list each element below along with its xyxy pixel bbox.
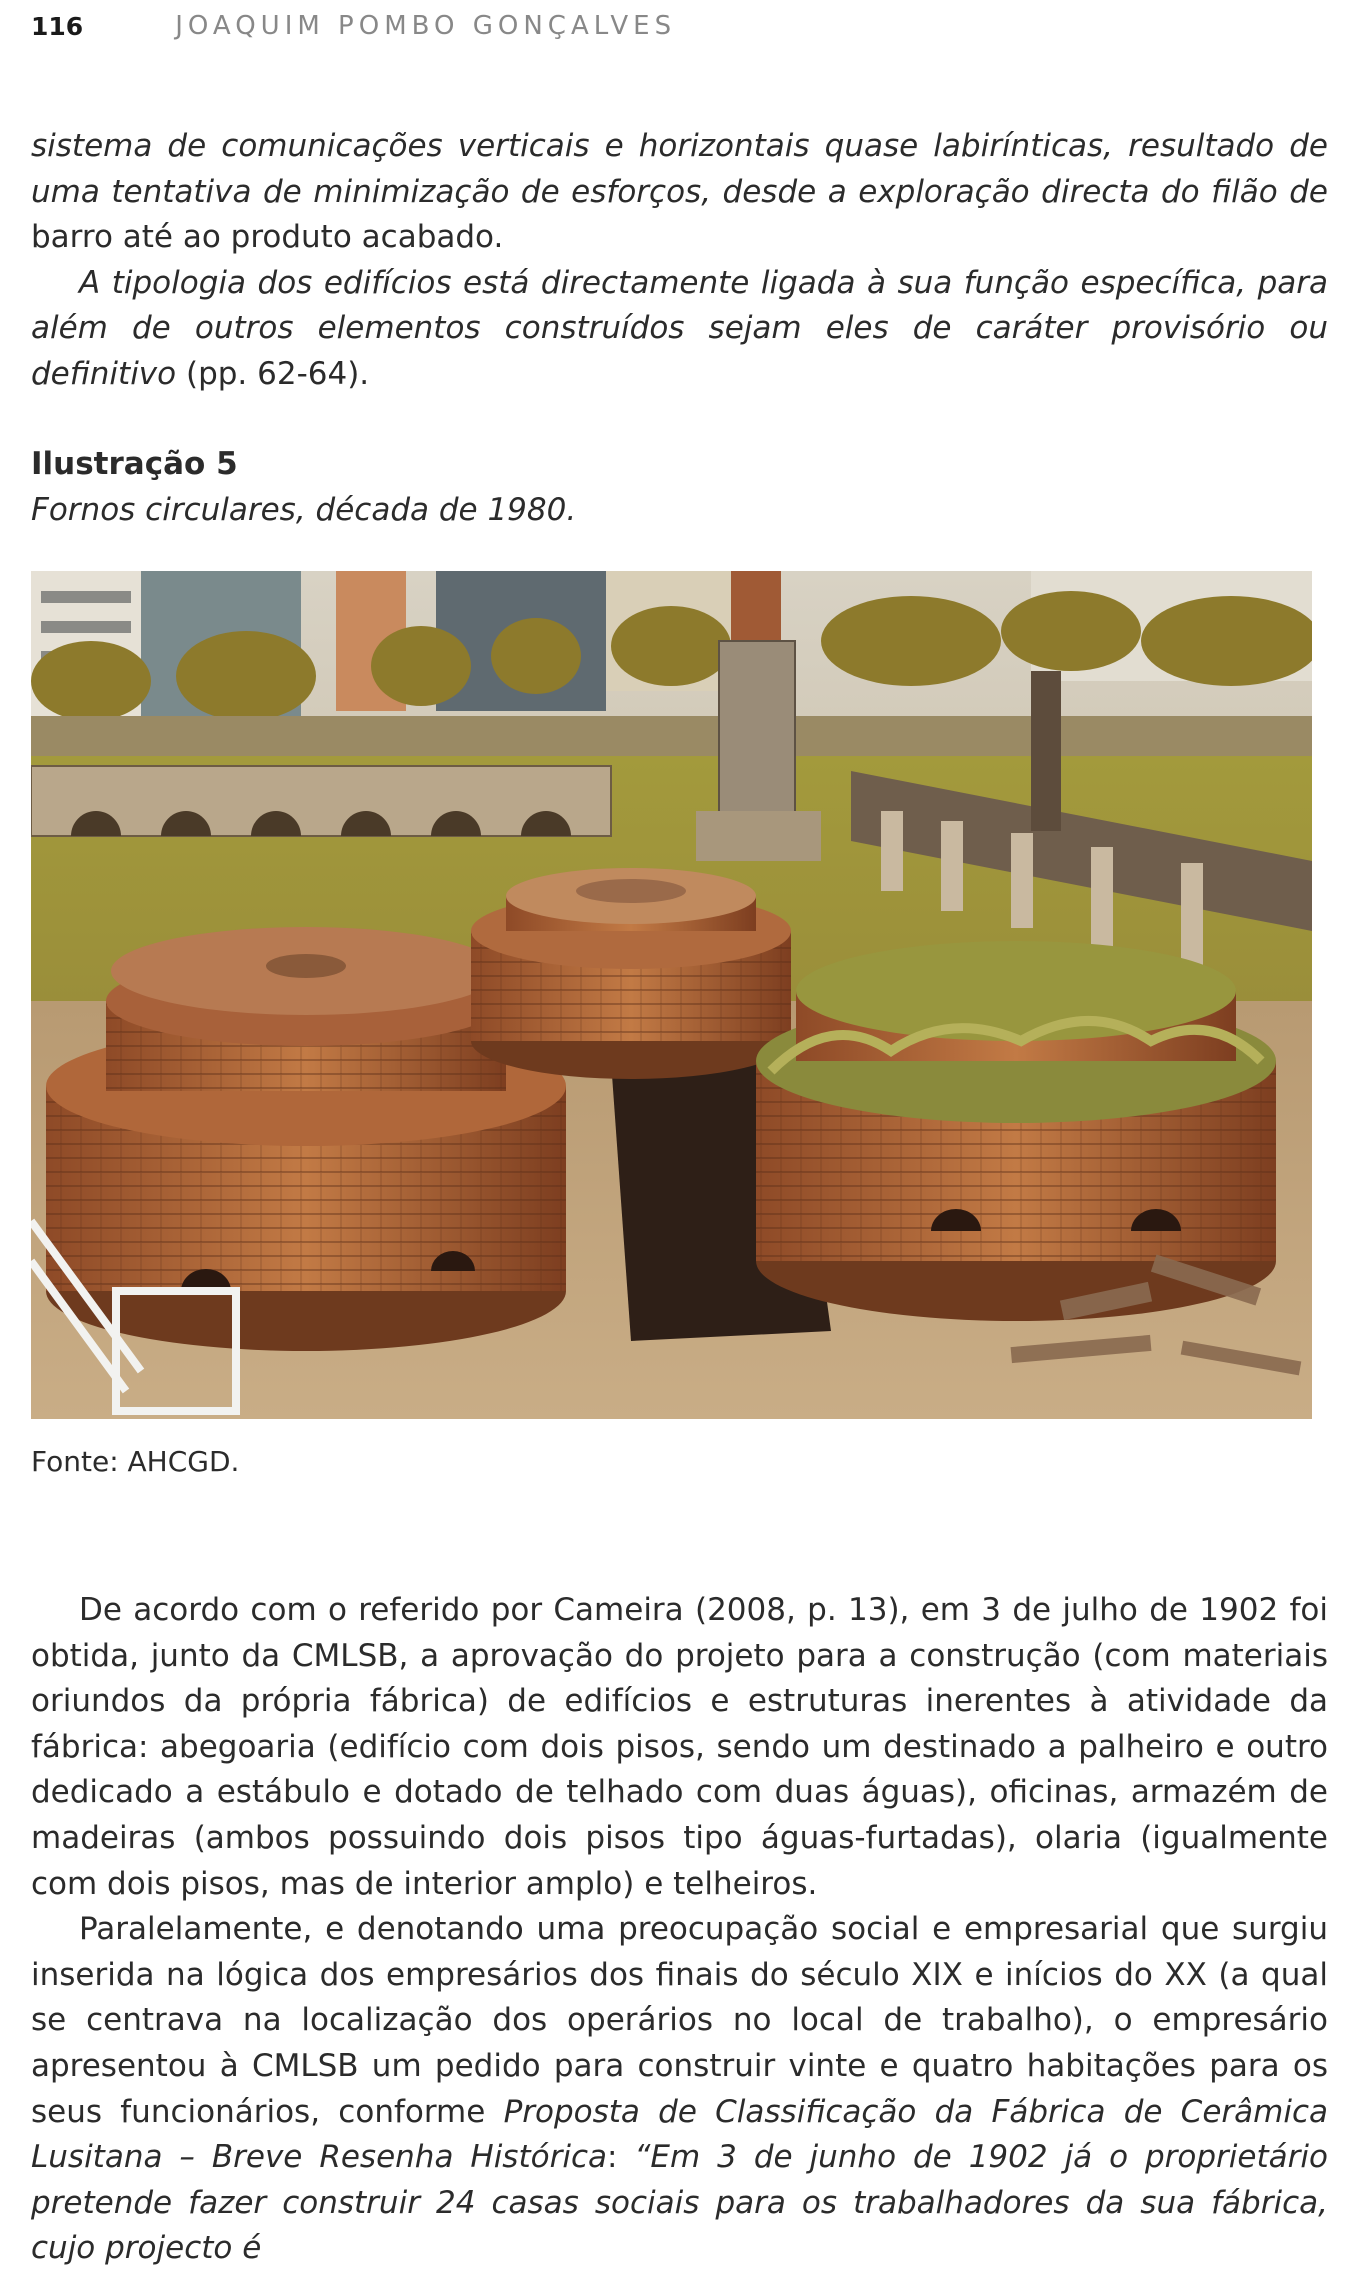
running-title: JOAQUIM POMBO GONÇALVES [175, 11, 677, 41]
paragraph-body: De acordo com o referido por Cameira (2008, p. 13), em 3 de julho de 1902 foi obtida, junto da CMLSB, a aprovação do projeto para a construção (com materiais oriundos da própria fábrica) de edifícios e estruturas inerentes à atividade da fábrica: abegoaria (edifício com dois pisos, sendo um destinado a palheiro e outro dedicado a estábulo e dotado de telhado com duas águas), oficinas, armazém de madeiras (ambos possuindo dois pisos tipo águas-furtadas), olaria (igualmente com dois pisos, mas de interior amplo) e telheiros. [31, 1592, 1328, 1902]
upper-text-block [31, 124, 1328, 398]
running-header [31, 6, 676, 46]
paragraph-quote [31, 261, 1328, 398]
paragraph-continuation [31, 124, 1328, 261]
page-number: 116 [31, 11, 84, 41]
figure-caption: Fornos circulares, década de 1980. [31, 491, 577, 528]
lower-text-block [31, 1588, 1328, 2272]
punctuation: : [606, 2139, 635, 2176]
kilns-photograph [31, 571, 1312, 1419]
quote-roman: barro até ao produto acabado. [31, 219, 504, 256]
quote-italic: “Em 3 de junho de 1902 já o proprietário pretende fazer construir 24 casas sociais para os trabalhadores da sua fábrica, cujo projecto é [31, 2139, 1328, 2267]
kiln-right [756, 941, 1276, 1321]
paragraph-text: Paralelamente, e denotando uma preocupação social e empresarial que surgiu inserida na lógica dos empresários dos finais do século XIX e inícios do XX (a qual se centrava na localização dos operários no local de trabalho), o empresário apresentou à CMLSB um pedido para construir vinte e quatro habitações para os seus funcionários, conforme [31, 1911, 1328, 2130]
figure-label: Ilustração 5 [31, 446, 238, 482]
document-title: Proposta de Classificação da Fábrica de Cerâmica Lusitana – Breve Resenha Histórica [31, 2093, 1328, 2176]
figure-source: Fonte: AHCGD. [31, 1445, 240, 1478]
figure-heading [31, 442, 1328, 533]
kilns-photo-illustration [31, 571, 1312, 1419]
quote-citation: (pp. 62-64). [176, 355, 370, 392]
kiln-middle [471, 868, 791, 1079]
quote-italic: A tipologia dos edifícios está directamente ligada à sua função específica, para além de outros elementos construídos sejam eles de caráter provisório ou definitivo [31, 264, 1328, 392]
quote-italic: sistema de comunicações verticais e horizontais quase labirínticas, resultado de uma tentativa de minimização de esforços, desde a exploração directa do filão de [31, 128, 1328, 210]
paragraph-body [31, 1907, 1328, 2272]
